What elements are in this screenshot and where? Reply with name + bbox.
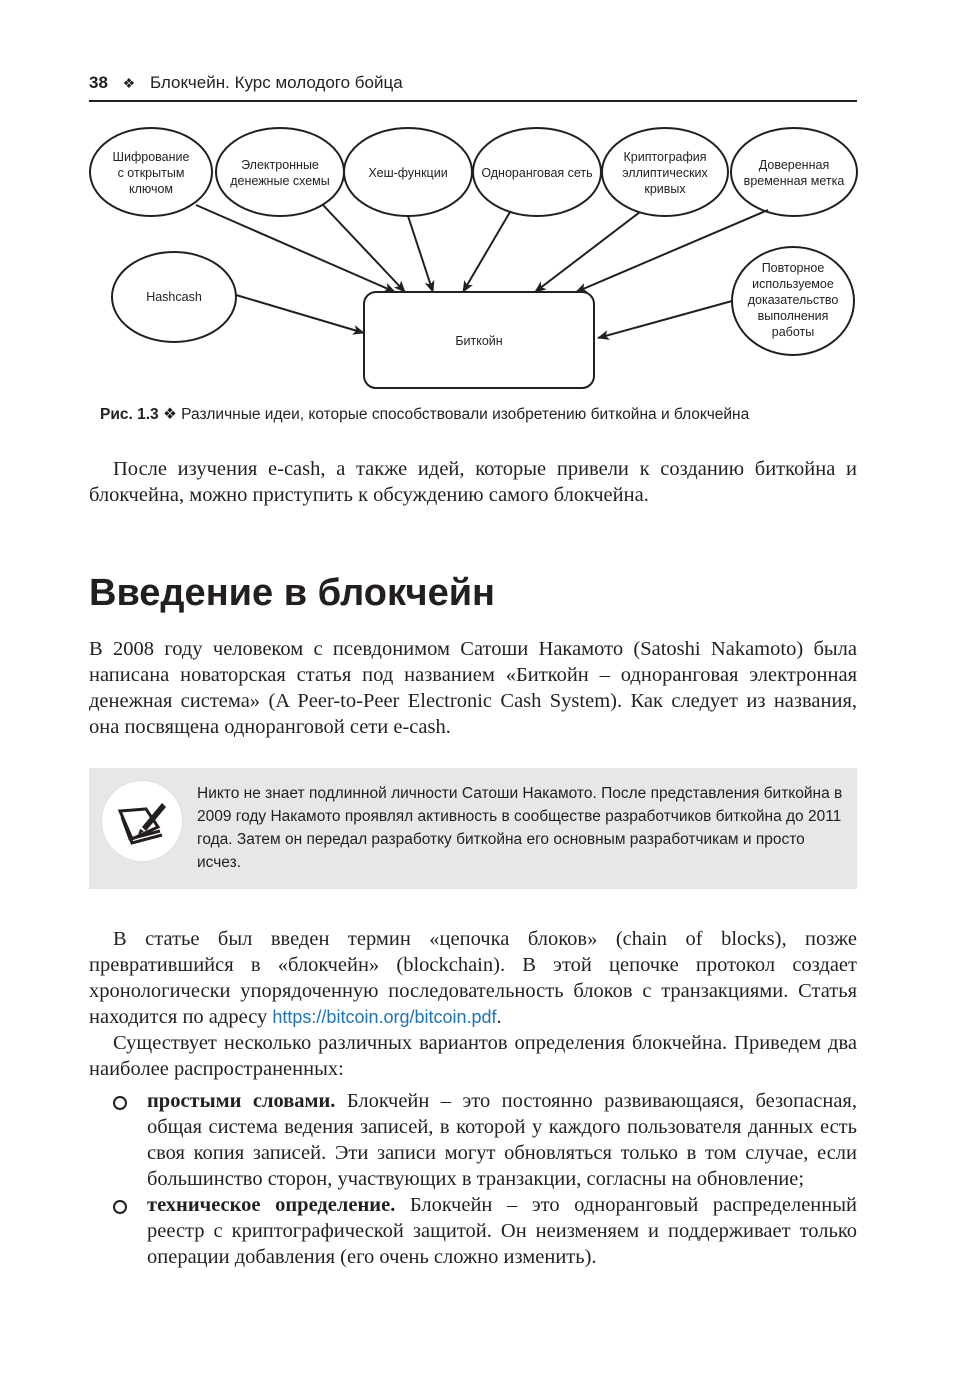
- note-pen-icon: [101, 780, 183, 862]
- diamond-ornament-icon: ❖: [162, 406, 182, 423]
- paragraph-intro: В 2008 году человеком с псевдонимом Сатоши Накамото (Satoshi Nakamoto) была написана новаторская статья под названием «Биткойн – одноранговая электронная денежная система» (A Peer-to-Peer Electronic Cash System). Как следует из названия, она посвящена одноранговой сети e-cash.: [89, 638, 857, 738]
- svg-text:Доверенная: Доверенная: [758, 158, 830, 172]
- note-box: [89, 768, 857, 889]
- svg-text:работы: работы: [771, 325, 815, 339]
- svg-text:доказательство: доказательство: [747, 293, 839, 307]
- figure-diagram: [0, 0, 974, 400]
- svg-text:Хеш-функции: Хеш-функции: [368, 166, 448, 180]
- svg-text:Электронные: Электронные: [241, 158, 319, 172]
- svg-text:Шифрование: Шифрование: [112, 150, 190, 164]
- circle-bullet-icon: [113, 1200, 127, 1214]
- paragraph-after-figure: После изучения e-cash, а также идей, которые привели к созданию биткойна и блокчейна, можно приступить к обсуждению самого блокчейна.: [89, 458, 857, 506]
- svg-text:с открытым: с открытым: [117, 166, 185, 180]
- figure-caption-label: Рис. 1.3: [100, 406, 159, 423]
- figure-caption-text: Различные идеи, которые способствовали изобретению биткойна и блокчейна: [181, 406, 750, 423]
- svg-text:Криптография: Криптография: [623, 150, 707, 164]
- svg-text:денежные схемы: денежные схемы: [230, 174, 330, 188]
- page-number: 38: [89, 73, 108, 92]
- svg-text:временная метка: временная метка: [743, 174, 845, 188]
- svg-text:Одноранговая сеть: Одноранговая сеть: [481, 166, 593, 180]
- diamond-ornament-icon: ❖: [122, 75, 136, 91]
- svg-text:кривых: кривых: [644, 182, 686, 196]
- figure-caption: [100, 404, 860, 426]
- paragraph-chain-of-blocks: В статье был введен термин «цепочка блоков» (chain of blocks), позже превратившийся в «блокчейн» (blockchain). В этой цепочке протокол создает хронологически упорядоченную последовательность блоков с транзакциями. Статья находится по адресу https://bitcoin.org/bitcoin.pdf. Существует несколько различных вариантов определения блокчейна. Приведем два наиболее распространенных:: [89, 928, 857, 1080]
- svg-text:эллиптических: эллиптических: [622, 166, 708, 180]
- list-item: техническое определение. Блокчейн – это одноранговый распределенный реестр с криптографической защитой. Он неизменяем и поддерживает только операции добавления (его очень сложно изменить).: [89, 1192, 857, 1270]
- svg-text:используемое: используемое: [752, 277, 834, 291]
- note-text: Никто не знает подлинной личности Сатоши Накамото. После представления биткойна в 2009 году Накамото проявлял активность в сообществе разработчиков биткойна до 2011 года. Затем он передал разработку биткойна его основным разработчикам и просто исчез.: [197, 785, 843, 871]
- circle-bullet-icon: [113, 1096, 127, 1110]
- svg-text:выполнения: выполнения: [757, 309, 829, 323]
- bitcoin-pdf-link[interactable]: https://bitcoin.org/bitcoin.pdf: [272, 1007, 497, 1027]
- svg-text:Биткойн: Биткойн: [455, 334, 503, 348]
- svg-text:Повторное: Повторное: [761, 261, 825, 275]
- svg-text:Hashcash: Hashcash: [146, 290, 202, 304]
- svg-text:ключом: ключом: [128, 182, 174, 196]
- node-n6: [731, 128, 857, 216]
- node-n2: [216, 128, 344, 216]
- paragraph-definitions-intro: Существует несколько различных вариантов определения блокчейна. Приведем два наиболее распространенных:: [89, 1032, 857, 1080]
- section-title: Введение в блокчейн: [89, 572, 496, 614]
- list-item: простыми словами. Блокчейн – это постоянно развивающаяся, безопасная, общая система ведения записей, в которой у каждого пользователя данных есть своя копия записей. Эти записи могут обновляться только в том случае, если большинство сторон, участвующих в транзакции, согласны на обновление;: [89, 1088, 857, 1192]
- definitions-list: [89, 1088, 857, 1270]
- running-title: Блокчейн. Курс молодого бойца: [149, 73, 403, 92]
